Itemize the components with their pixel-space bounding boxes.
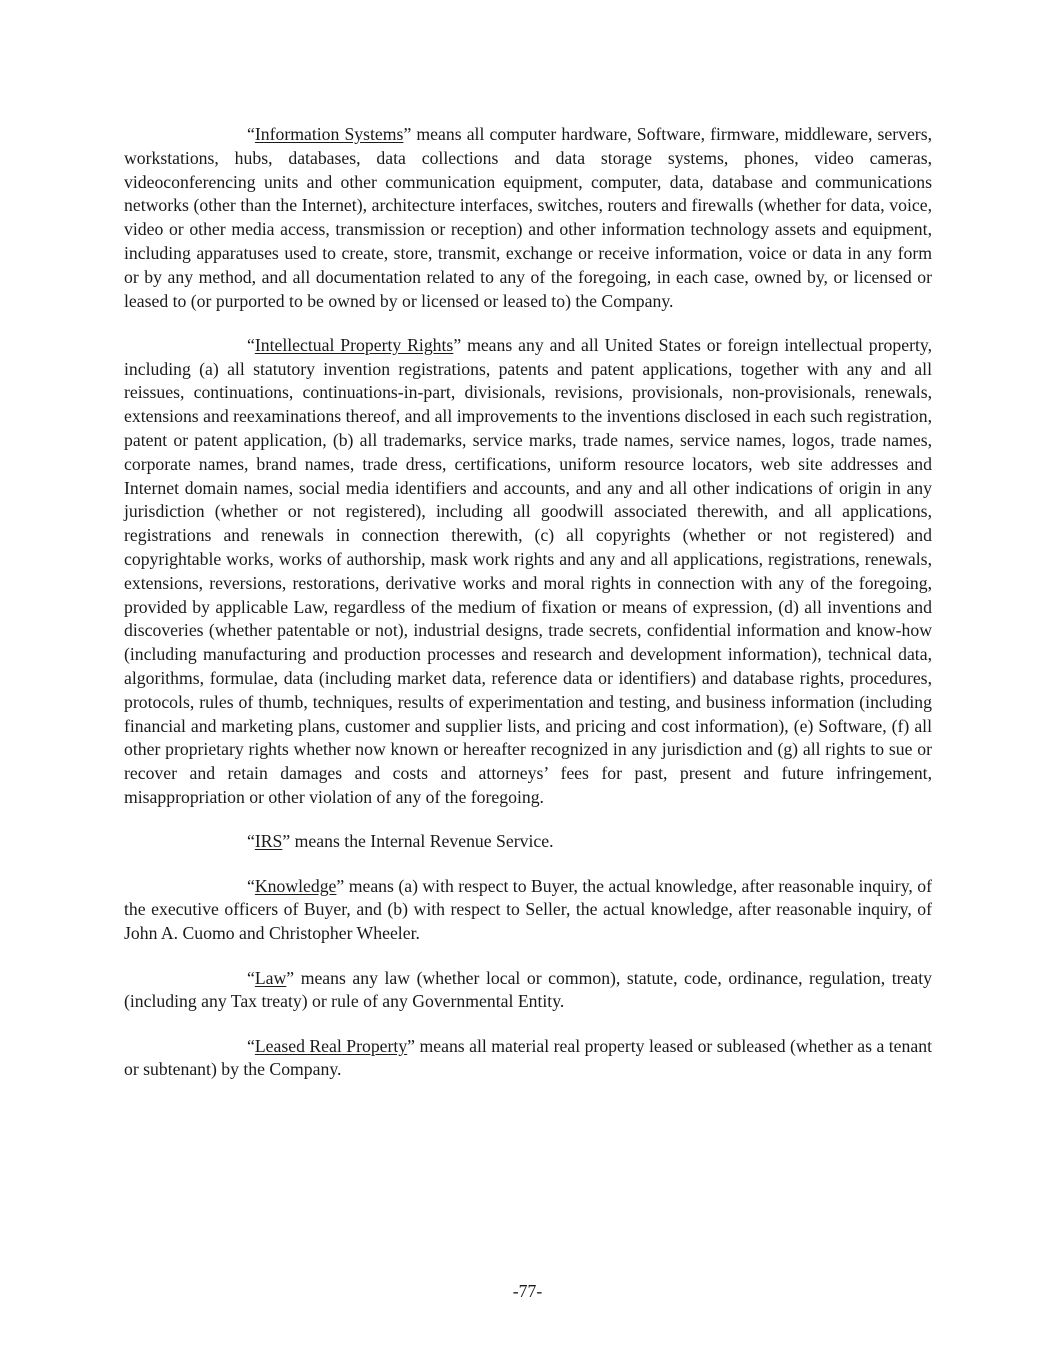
open-quote: “ bbox=[247, 1035, 255, 1056]
open-quote: “ bbox=[247, 831, 255, 852]
definition-text: means any law (whether local or common), statute, code, ordinance, regulation, treaty (including any Tax treaty) or rule of any Governmental Entity. bbox=[124, 967, 932, 1012]
close-quote: ” bbox=[403, 124, 412, 144]
close-quote: ” bbox=[407, 1035, 416, 1056]
page-number: -77- bbox=[512, 1281, 543, 1301]
defined-term: Knowledge bbox=[254, 875, 337, 896]
definition-irs bbox=[124, 830, 932, 854]
defined-term: IRS bbox=[254, 831, 283, 852]
defined-term: Information Systems bbox=[254, 124, 404, 144]
defined-term: Intellectual Property Rights bbox=[254, 334, 454, 355]
definition-text: means the Internal Revenue Service. bbox=[290, 831, 554, 852]
close-quote: ” bbox=[336, 875, 345, 896]
defined-term: Law bbox=[254, 967, 287, 988]
open-quote: “ bbox=[247, 124, 255, 144]
definition-intellectual-property-rights bbox=[124, 334, 932, 810]
defined-term: Leased Real Property bbox=[254, 1035, 408, 1056]
open-quote: “ bbox=[247, 875, 255, 896]
document-body bbox=[124, 123, 932, 1103]
close-quote: ” bbox=[453, 334, 462, 355]
close-quote: ” bbox=[282, 831, 291, 852]
definition-knowledge bbox=[124, 875, 932, 946]
definition-leased-real-property bbox=[124, 1035, 932, 1083]
open-quote: “ bbox=[247, 334, 255, 355]
definition-law bbox=[124, 967, 932, 1015]
definition-text: means any and all United States or foreign intellectual property, including (a) all statutory invention registrations, patents and patent applications, together with any and all reissues, continuations, continuations-in-part, divisionals, revisions, provisionals, non-provisionals, renewals, extensions and reexaminations thereof, and all improvements to the inventions disclosed in each such registration, patent or patent application, (b) all trademarks, service marks, trade names, service names, logos, trade names, corporate names, brand names, trade dress, certifications, uniform resource locators, web site addresses and Internet domain names, social media identifiers and accounts, and any and all other indications of origin in any jurisdiction (whether or not registered), including all goodwill associated therewith, and all applications, registrations and renewals in connection therewith, (c) all copyrights (whether or not registered) and copyrightable works, works of authorship, mask work rights and any and all applications, registrations, renewals, extensions, reversions, restorations, derivative works and moral rights in connection with any of the foregoing, provided by applicable Law, regardless of the medium of fixation or means of expression, (d) all inventions and discoveries (whether patentable or not), industrial designs, trade secrets, confidential information and know-how (including manufacturing and production processes and research and development information), technical data, algorithms, formulae, data (including market data, reference data or identifiers) and database rights, procedures, protocols, rules of thumb, techniques, results of experimentation and testing, and business information (including financial and marketing plans, customer and supplier lists, and pricing and cost information), (e) Software, (f) all other proprietary rights whether now known or hereafter recognized in any jurisdiction and (g) all rights to sue or recover and retain damages and costs and attorneys’ fees for past, present and future infringement, misappropriation or other violation of any of the foregoing. bbox=[124, 334, 932, 808]
definition-text: means all computer hardware, Software, firmware, middleware, servers, workstations, hubs, databases, data collections and data storage systems, phones, video cameras, videoconferencing units and other communication equipment, computer, data, database and communications networks (other than the Internet), architecture interfaces, switches, routers and firewalls (whether for data, voice, video or other media access, transmission or reception) and other information technology assets and equipment, including apparatuses used to create, store, transmit, exchange or receive information, voice or data in any form or by any method, and all documentation related to any of the foregoing, in each case, owned by, or licensed or leased to (or purported to be owned by or licensed or leased to) the Company. bbox=[124, 124, 933, 311]
definition-information-systems bbox=[124, 123, 932, 313]
definition-text: means all material real property leased or subleased (whether as a tenant or subtenant) by the Company. bbox=[124, 1035, 932, 1080]
open-quote: “ bbox=[247, 967, 255, 988]
definition-text: means (a) with respect to Buyer, the actual knowledge, after reasonable inquiry, of the executive officers of Buyer, and (b) with respect to Seller, the actual knowledge, after reasonable inquiry, of John A. Cuomo and Christopher Wheeler. bbox=[124, 875, 932, 944]
close-quote: ” bbox=[286, 967, 295, 988]
